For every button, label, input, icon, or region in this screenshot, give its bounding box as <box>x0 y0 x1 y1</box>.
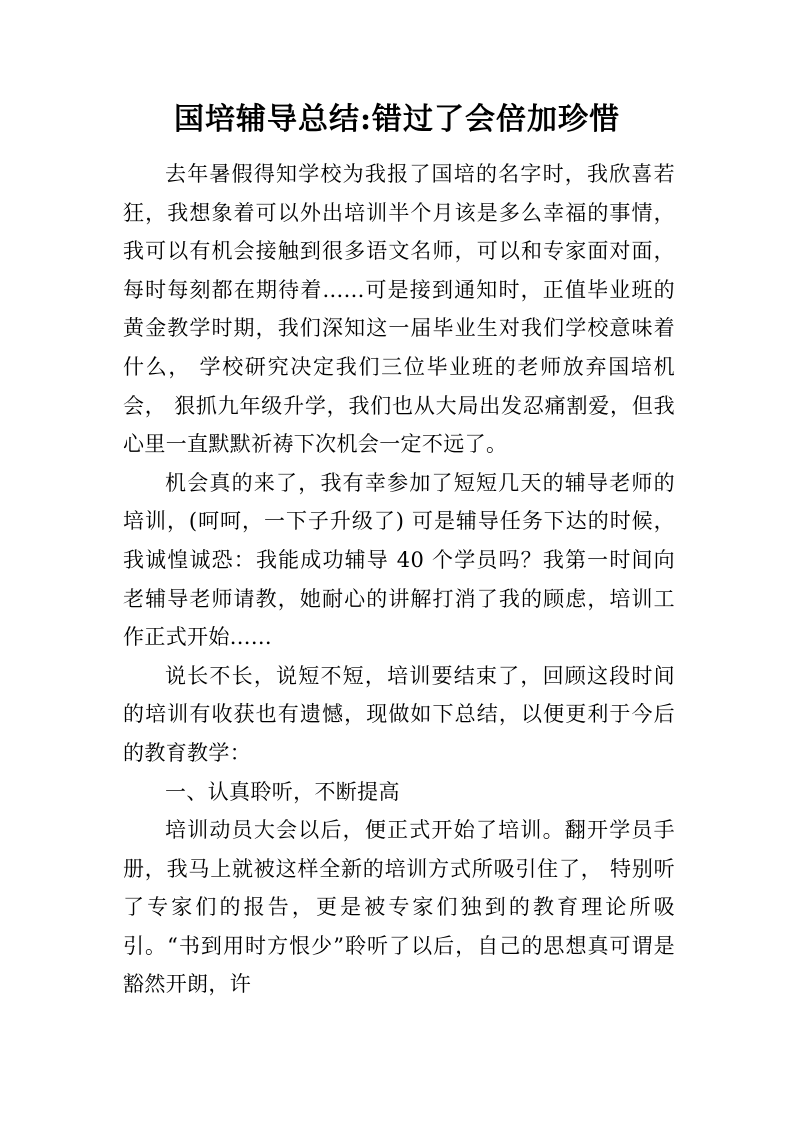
paragraph-opportunity: 机会真的来了，我有幸参加了短短几天的辅导老师的培训，(呵呵，一下子升级了) 可是辅导任务下达的时候，我诚惶诚恐：我能成功辅导 40 个学员吗？我第一时间向老辅导老师请教，她耐心的讲解打消了我的顾虑，培训工作正式开始...... <box>123 470 675 650</box>
document-body <box>123 155 675 1004</box>
paragraph-summary-intro: 说长不长，说短不短，培训要结束了，回顾这段时间的培训有收获也有遗憾，现做如下总结，以便更利于今后的教育教学： <box>123 663 675 765</box>
paragraph-training-start: 培训动员大会以后，便正式开始了培训。翻开学员手册，我马上就被这样全新的培训方式所吸引住了， 特别听了专家们的报告，更是被专家们独到的教育理论所吸引。“书到用时方恨少”聆听了以后，自己的思想真可谓是豁然开朗，许 <box>123 818 675 997</box>
paragraph-intro: 去年暑假得知学校为我报了国培的名字时，我欣喜若狂，我想象着可以外出培训半个月该是多么幸福的事情， 我可以有机会接触到很多语文名师，可以和专家面对面，每时每刻都在期待着......可是接到通知时，正值毕业班的黄金教学时期，我们深知这一届毕业生对我们学校意味着什么， 学校研究决定我们三位毕业班的老师放弃国培机会， 狠抓九年级升学，我们也从大局出发忍痛割爱，但我心里一直默默祈祷下次机会一定不远了。 <box>123 162 675 457</box>
section-heading-listen: 一、认真聆听，不断提高 <box>165 779 400 804</box>
document-title: 国培辅导总结:错过了会倍加珍惜 <box>173 102 621 137</box>
